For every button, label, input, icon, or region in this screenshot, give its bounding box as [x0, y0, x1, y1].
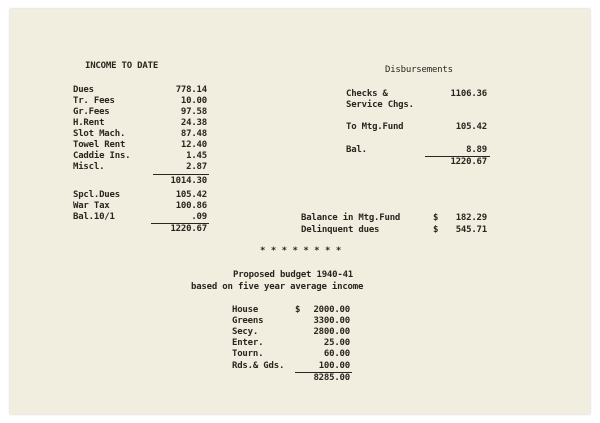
budget-currency: $ — [295, 305, 301, 315]
budget-subtitle: based on five year average income — [191, 282, 364, 292]
section-separator: * * * * * * * * — [260, 246, 342, 256]
income-amount: 100.86 — [175, 201, 207, 211]
income-amount: 2.87 — [186, 162, 207, 172]
budget-amount: 60.00 — [323, 349, 350, 359]
bal-label: Bal. — [346, 145, 367, 155]
budget-label: Greens — [232, 316, 264, 326]
budget-label: Rds.& Gds. — [232, 361, 285, 371]
delinquent-dues-amount: 545.71 — [455, 225, 487, 235]
income-label: Caddie Ins. — [73, 151, 131, 161]
income-amount: 97.58 — [180, 107, 207, 117]
mtg-fund-label: To Mtg.Fund — [346, 122, 404, 132]
budget-amount: 25.00 — [323, 338, 350, 348]
subtotal-rule — [153, 174, 209, 175]
income-label: War Tax — [73, 201, 110, 211]
budget-amount: 2000.00 — [313, 305, 350, 315]
document-page — [10, 9, 590, 414]
budget-amount: 2800.00 — [313, 327, 350, 337]
income-amount: 778.14 — [175, 85, 207, 95]
disbursements-heading: Disbursements — [385, 65, 453, 75]
income-label: Miscl. — [73, 162, 105, 172]
mtg-fund-balance-amount: 182.29 — [455, 213, 487, 223]
income-label: Bal.10/1 — [73, 212, 115, 222]
income-label: Gr.Fees — [73, 107, 110, 117]
income-amount: 24.38 — [180, 118, 207, 128]
disbursements-total: 1220.67 — [450, 157, 487, 167]
delinquent-dues-currency: $ — [433, 225, 439, 235]
delinquent-dues-label: Delinquent dues — [301, 225, 380, 235]
income-label: Dues — [73, 85, 94, 95]
budget-total: 8285.00 — [313, 373, 350, 383]
budget-label: Secy. — [232, 327, 259, 337]
income-subtotal: 1014.30 — [170, 176, 207, 186]
budget-label: Enter. — [232, 338, 264, 348]
income-label: Tr. Fees — [73, 96, 115, 106]
budget-amount: 3300.00 — [313, 316, 350, 326]
income-heading: INCOME TO DATE — [85, 61, 159, 71]
bal-amount: 8.89 — [466, 145, 487, 155]
income-label: Slot Mach. — [73, 129, 126, 139]
budget-title: Proposed budget 1940-41 — [233, 270, 354, 280]
income-amount: 12.40 — [180, 140, 207, 150]
income-label: H.Rent — [73, 118, 105, 128]
checks-label-line1: Checks & — [346, 89, 388, 99]
checks-label-line2: Service Chgs. — [346, 100, 414, 110]
income-label: Spcl.Dues — [73, 190, 120, 200]
income-amount: 87.48 — [180, 129, 207, 139]
budget-label: House — [232, 305, 259, 315]
income-amount: 105.42 — [175, 190, 207, 200]
income-amount: 1.45 — [186, 151, 207, 161]
income-total: 1220.67 — [170, 224, 207, 234]
mtg-fund-amount: 105.42 — [455, 122, 487, 132]
income-label: Towel Rent — [73, 140, 126, 150]
income-amount: .09 — [191, 212, 207, 222]
checks-amount: 1106.36 — [450, 89, 487, 99]
mtg-fund-balance-label: Balance in Mtg.Fund — [301, 213, 401, 223]
mtg-fund-balance-currency: $ — [433, 213, 439, 223]
income-amount: 10.00 — [180, 96, 207, 106]
budget-amount: 100.00 — [318, 361, 350, 371]
budget-label: Tourn. — [232, 349, 264, 359]
